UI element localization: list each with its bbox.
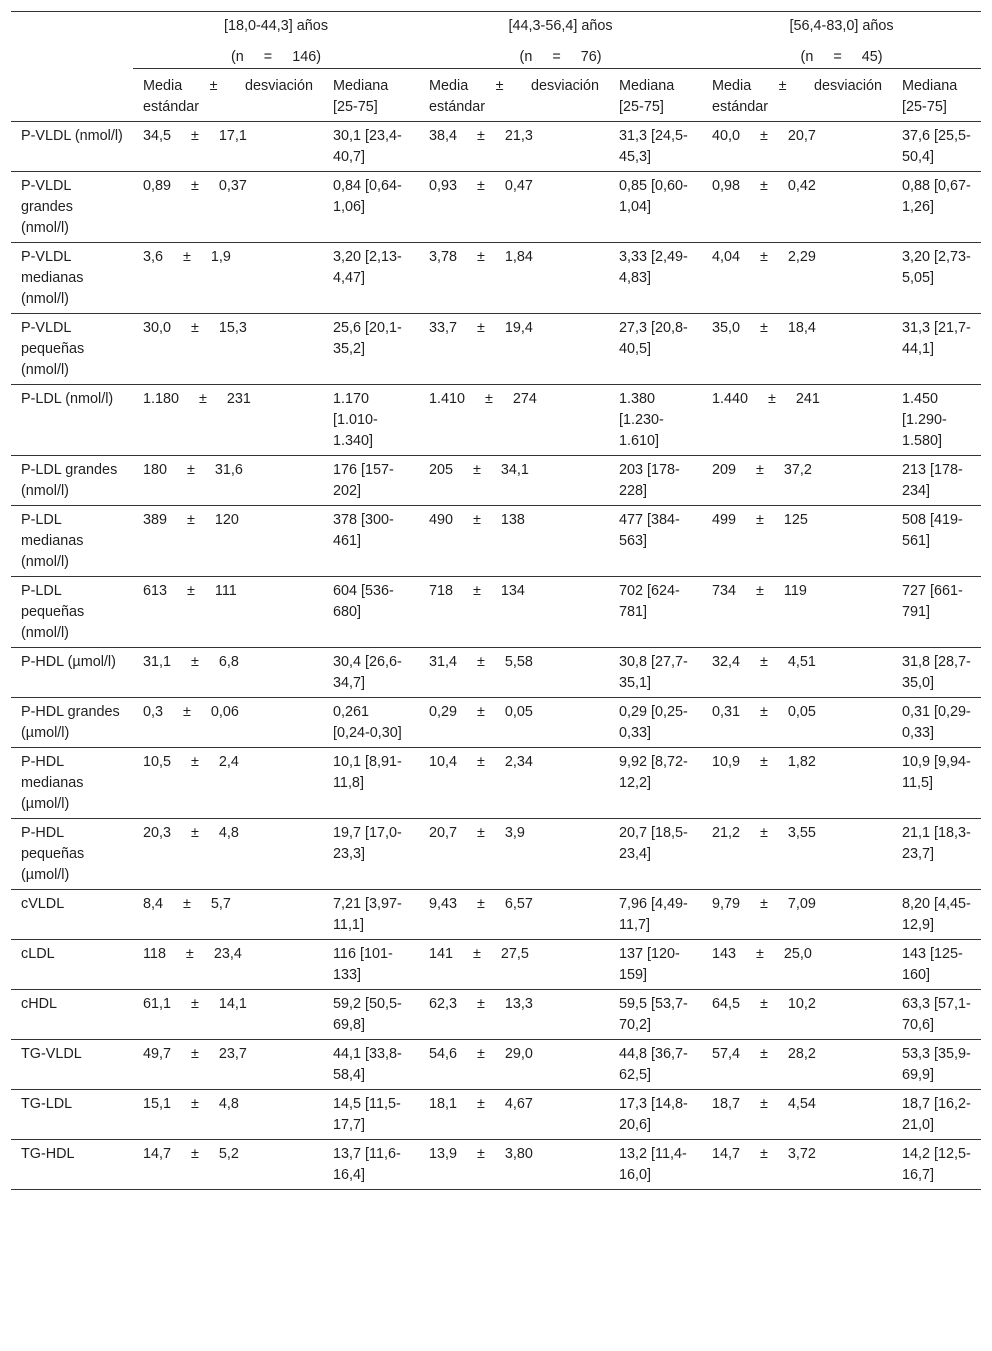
- row-label: cVLDL: [11, 890, 133, 940]
- mean-sd-cell: 61,1 ± 14,1: [133, 990, 323, 1040]
- table-row: [11, 385, 981, 456]
- median-iqr-cell: 59,5 [53,7-70,2]: [609, 990, 702, 1040]
- mean-sd-cell: 49,7 ± 23,7: [133, 1040, 323, 1090]
- mean-sd-cell: 57,4 ± 28,2: [702, 1040, 892, 1090]
- table-row: [11, 940, 981, 990]
- median-iqr-cell: 143 [125-160]: [892, 940, 981, 990]
- row-label: P-VLDL medianas (nmol/l): [11, 243, 133, 314]
- table-row: [11, 1090, 981, 1140]
- median-header: Mediana [25-75]: [609, 69, 702, 122]
- mean-sd-cell: 13,9 ± 3,80: [419, 1140, 609, 1190]
- mean-sd-cell: 490 ± 138: [419, 506, 609, 577]
- mean-sd-cell: 35,0 ± 18,4: [702, 314, 892, 385]
- median-iqr-cell: 44,1 [33,8-58,4]: [323, 1040, 419, 1090]
- mean-sd-cell: 38,4 ± 21,3: [419, 122, 609, 172]
- table-row: [11, 577, 981, 648]
- table-row: [11, 314, 981, 385]
- median-iqr-cell: 13,7 [11,6-16,4]: [323, 1140, 419, 1190]
- median-iqr-cell: 7,21 [3,97-11,1]: [323, 890, 419, 940]
- row-label: P-HDL grandes (µmol/l): [11, 698, 133, 748]
- mean-sd-header: Media ± desviación estándar: [419, 69, 609, 122]
- table-row: [11, 1040, 981, 1090]
- mean-sd-cell: 40,0 ± 20,7: [702, 122, 892, 172]
- table-row: [11, 243, 981, 314]
- table-row: [11, 1140, 981, 1190]
- median-iqr-cell: 176 [157-202]: [323, 456, 419, 506]
- median-iqr-cell: 20,7 [18,5-23,4]: [609, 819, 702, 890]
- row-label: P-VLDL grandes (nmol/l): [11, 172, 133, 243]
- median-iqr-cell: 727 [661-791]: [892, 577, 981, 648]
- mean-sd-cell: 499 ± 125: [702, 506, 892, 577]
- median-iqr-cell: 25,6 [20,1-35,2]: [323, 314, 419, 385]
- row-label: P-LDL pequeñas (nmol/l): [11, 577, 133, 648]
- mean-sd-cell: 0,93 ± 0,47: [419, 172, 609, 243]
- median-iqr-cell: 0,84 [0,64-1,06]: [323, 172, 419, 243]
- mean-sd-cell: 21,2 ± 3,55: [702, 819, 892, 890]
- mean-sd-cell: 8,4 ± 5,7: [133, 890, 323, 940]
- median-iqr-cell: 17,3 [14,8-20,6]: [609, 1090, 702, 1140]
- mean-sd-cell: 30,0 ± 15,3: [133, 314, 323, 385]
- mean-sd-cell: 15,1 ± 4,8: [133, 1090, 323, 1140]
- mean-sd-cell: 143 ± 25,0: [702, 940, 892, 990]
- mean-sd-cell: 31,1 ± 6,8: [133, 648, 323, 698]
- mean-sd-cell: 1.440 ± 241: [702, 385, 892, 456]
- median-iqr-cell: 44,8 [36,7-62,5]: [609, 1040, 702, 1090]
- median-iqr-cell: 378 [300-461]: [323, 506, 419, 577]
- table-row: [11, 748, 981, 819]
- mean-sd-cell: 64,5 ± 10,2: [702, 990, 892, 1040]
- median-iqr-cell: 37,6 [25,5-50,4]: [892, 122, 981, 172]
- median-iqr-cell: 137 [120-159]: [609, 940, 702, 990]
- median-iqr-cell: 0,261 [0,24-0,30]: [323, 698, 419, 748]
- median-iqr-cell: 203 [178-228]: [609, 456, 702, 506]
- mean-sd-cell: 0,31 ± 0,05: [702, 698, 892, 748]
- median-iqr-cell: 508 [419-561]: [892, 506, 981, 577]
- corner-cell: [11, 12, 133, 69]
- mean-sd-header: Media ± desviación estándar: [702, 69, 892, 122]
- table-row: [11, 506, 981, 577]
- row-label: P-HDL pequeñas (µmol/l): [11, 819, 133, 890]
- group-header-row: [11, 12, 981, 69]
- mean-sd-cell: 718 ± 134: [419, 577, 609, 648]
- median-iqr-cell: 30,8 [27,7-35,1]: [609, 648, 702, 698]
- mean-sd-cell: 14,7 ± 5,2: [133, 1140, 323, 1190]
- mean-sd-cell: 1.180 ± 231: [133, 385, 323, 456]
- row-label: TG-LDL: [11, 1090, 133, 1140]
- median-iqr-cell: 31,8 [28,7-35,0]: [892, 648, 981, 698]
- median-iqr-cell: 30,1 [23,4-40,7]: [323, 122, 419, 172]
- median-iqr-cell: 7,96 [4,49-11,7]: [609, 890, 702, 940]
- group-header: [133, 12, 419, 69]
- mean-sd-cell: 180 ± 31,6: [133, 456, 323, 506]
- group-range: [44,3-56,4] años: [508, 18, 613, 34]
- row-label: cHDL: [11, 990, 133, 1040]
- median-iqr-cell: 0,85 [0,60-1,04]: [609, 172, 702, 243]
- mean-sd-cell: 209 ± 37,2: [702, 456, 892, 506]
- row-label: P-HDL (µmol/l): [11, 648, 133, 698]
- mean-sd-cell: 10,5 ± 2,4: [133, 748, 323, 819]
- subheader-row: [11, 69, 981, 122]
- median-iqr-cell: 702 [624-781]: [609, 577, 702, 648]
- mean-sd-cell: 33,7 ± 19,4: [419, 314, 609, 385]
- table-body: [11, 122, 981, 1190]
- group-header: [702, 12, 981, 69]
- median-header: Mediana [25-75]: [323, 69, 419, 122]
- group-n: (n = 45): [800, 49, 883, 65]
- median-iqr-cell: 30,4 [26,6-34,7]: [323, 648, 419, 698]
- corner-cell: [11, 69, 133, 122]
- row-label: P-VLDL (nmol/l): [11, 122, 133, 172]
- mean-sd-cell: 118 ± 23,4: [133, 940, 323, 990]
- lipoprotein-table: [11, 11, 981, 1190]
- median-iqr-cell: 3,33 [2,49-4,83]: [609, 243, 702, 314]
- median-iqr-cell: 31,3 [21,7-44,1]: [892, 314, 981, 385]
- mean-sd-cell: 389 ± 120: [133, 506, 323, 577]
- group-n: (n = 146): [231, 49, 321, 65]
- mean-sd-cell: 18,7 ± 4,54: [702, 1090, 892, 1140]
- table-row: [11, 456, 981, 506]
- group-header: [419, 12, 702, 69]
- group-n: (n = 76): [519, 49, 602, 65]
- row-label: cLDL: [11, 940, 133, 990]
- table-row: [11, 819, 981, 890]
- mean-sd-cell: 4,04 ± 2,29: [702, 243, 892, 314]
- row-label: P-LDL (nmol/l): [11, 385, 133, 456]
- median-iqr-cell: 8,20 [4,45-12,9]: [892, 890, 981, 940]
- table-row: [11, 648, 981, 698]
- mean-sd-cell: 54,6 ± 29,0: [419, 1040, 609, 1090]
- median-iqr-cell: 13,2 [11,4-16,0]: [609, 1140, 702, 1190]
- table-row: [11, 698, 981, 748]
- table-row: [11, 172, 981, 243]
- median-iqr-cell: 1.170 [1.010-1.340]: [323, 385, 419, 456]
- median-iqr-cell: 31,3 [24,5-45,3]: [609, 122, 702, 172]
- mean-sd-cell: 20,3 ± 4,8: [133, 819, 323, 890]
- median-iqr-cell: 10,1 [8,91-11,8]: [323, 748, 419, 819]
- row-label: P-LDL grandes (nmol/l): [11, 456, 133, 506]
- mean-sd-header: Media ± desviación estándar: [133, 69, 323, 122]
- median-iqr-cell: 477 [384-563]: [609, 506, 702, 577]
- median-iqr-cell: 63,3 [57,1-70,6]: [892, 990, 981, 1040]
- table-container: [11, 11, 981, 1190]
- mean-sd-cell: 3,6 ± 1,9: [133, 243, 323, 314]
- group-range: [56,4-83,0] años: [789, 18, 894, 34]
- median-iqr-cell: 0,88 [0,67-1,26]: [892, 172, 981, 243]
- median-iqr-cell: 14,5 [11,5-17,7]: [323, 1090, 419, 1140]
- median-iqr-cell: 21,1 [18,3-23,7]: [892, 819, 981, 890]
- median-iqr-cell: 1.380 [1.230-1.610]: [609, 385, 702, 456]
- median-iqr-cell: 59,2 [50,5-69,8]: [323, 990, 419, 1040]
- median-iqr-cell: 27,3 [20,8-40,5]: [609, 314, 702, 385]
- mean-sd-cell: 32,4 ± 4,51: [702, 648, 892, 698]
- median-iqr-cell: 604 [536-680]: [323, 577, 419, 648]
- group-range: [18,0-44,3] años: [224, 18, 329, 34]
- mean-sd-cell: 10,4 ± 2,34: [419, 748, 609, 819]
- mean-sd-cell: 20,7 ± 3,9: [419, 819, 609, 890]
- mean-sd-cell: 18,1 ± 4,67: [419, 1090, 609, 1140]
- row-label: P-LDL medianas (nmol/l): [11, 506, 133, 577]
- table-row: [11, 122, 981, 172]
- mean-sd-cell: 14,7 ± 3,72: [702, 1140, 892, 1190]
- mean-sd-cell: 0,29 ± 0,05: [419, 698, 609, 748]
- mean-sd-cell: 141 ± 27,5: [419, 940, 609, 990]
- median-iqr-cell: 1.450 [1.290-1.580]: [892, 385, 981, 456]
- median-header: Mediana [25-75]: [892, 69, 981, 122]
- median-iqr-cell: 3,20 [2,73-5,05]: [892, 243, 981, 314]
- mean-sd-cell: 205 ± 34,1: [419, 456, 609, 506]
- row-label: TG-HDL: [11, 1140, 133, 1190]
- mean-sd-cell: 34,5 ± 17,1: [133, 122, 323, 172]
- mean-sd-cell: 734 ± 119: [702, 577, 892, 648]
- median-iqr-cell: 3,20 [2,13-4,47]: [323, 243, 419, 314]
- median-iqr-cell: 10,9 [9,94-11,5]: [892, 748, 981, 819]
- mean-sd-cell: 0,98 ± 0,42: [702, 172, 892, 243]
- mean-sd-cell: 1.410 ± 274: [419, 385, 609, 456]
- median-iqr-cell: 0,29 [0,25-0,33]: [609, 698, 702, 748]
- median-iqr-cell: 213 [178-234]: [892, 456, 981, 506]
- median-iqr-cell: 9,92 [8,72-12,2]: [609, 748, 702, 819]
- median-iqr-cell: 116 [101-133]: [323, 940, 419, 990]
- mean-sd-cell: 10,9 ± 1,82: [702, 748, 892, 819]
- table-row: [11, 990, 981, 1040]
- mean-sd-cell: 0,3 ± 0,06: [133, 698, 323, 748]
- mean-sd-cell: 613 ± 111: [133, 577, 323, 648]
- table-header: [11, 12, 981, 122]
- row-label: TG-VLDL: [11, 1040, 133, 1090]
- table-row: [11, 890, 981, 940]
- median-iqr-cell: 14,2 [12,5-16,7]: [892, 1140, 981, 1190]
- median-iqr-cell: 19,7 [17,0-23,3]: [323, 819, 419, 890]
- mean-sd-cell: 0,89 ± 0,37: [133, 172, 323, 243]
- mean-sd-cell: 31,4 ± 5,58: [419, 648, 609, 698]
- mean-sd-cell: 3,78 ± 1,84: [419, 243, 609, 314]
- mean-sd-cell: 9,79 ± 7,09: [702, 890, 892, 940]
- row-label: P-VLDL pequeñas (nmol/l): [11, 314, 133, 385]
- median-iqr-cell: 18,7 [16,2-21,0]: [892, 1090, 981, 1140]
- median-iqr-cell: 0,31 [0,29-0,33]: [892, 698, 981, 748]
- median-iqr-cell: 53,3 [35,9-69,9]: [892, 1040, 981, 1090]
- mean-sd-cell: 62,3 ± 13,3: [419, 990, 609, 1040]
- row-label: P-HDL medianas (µmol/l): [11, 748, 133, 819]
- mean-sd-cell: 9,43 ± 6,57: [419, 890, 609, 940]
